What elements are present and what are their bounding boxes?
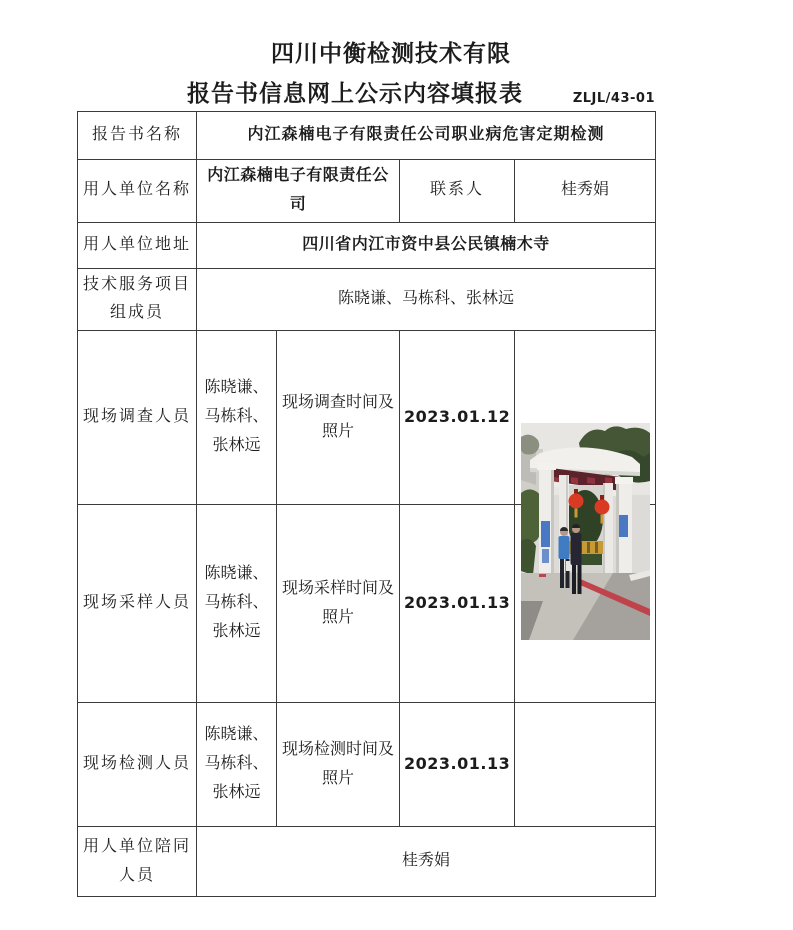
site-testing-date: 2023.01.13: [400, 703, 515, 827]
report-name-label: 报告书名称: [78, 112, 197, 160]
employer-name-label: 用人单位名称: [78, 160, 197, 223]
site-sampling-label: 现场采样人员: [78, 505, 197, 703]
row-employer-name: [78, 160, 656, 223]
accompanying-label: 用人单位陪同人员: [78, 827, 197, 897]
site-survey-label: 现场调查人员: [78, 331, 197, 505]
site-entrance-photo: [521, 423, 650, 640]
employer-name-value: 内江森楠电子有限责任公司: [197, 160, 400, 223]
project-team-label: 技术服务项目组成员: [78, 268, 197, 331]
document-title-line1: 四川中衡检测技术有限: [271, 41, 511, 66]
site-testing-photo-cell: [515, 703, 656, 827]
site-sampling-members: 陈晓谦、马栋科、张林远: [197, 505, 277, 703]
document-code: ZLJL/43-01: [572, 90, 655, 106]
document-header: [77, 40, 655, 108]
site-testing-time-label: 现场检测时间及照片: [277, 703, 400, 827]
site-sampling-time-label: 现场采样时间及照片: [277, 505, 400, 703]
site-sampling-date: 2023.01.13: [400, 505, 515, 703]
row-employer-address: [78, 222, 656, 268]
site-entrance-photo-graphic: [521, 423, 650, 640]
document-title-line2: 报告书信息网上公示内容填报表: [187, 80, 523, 106]
row-site-testing: [78, 703, 656, 827]
site-testing-members: 陈晓谦、马栋科、张林远: [197, 703, 277, 827]
site-survey-date: 2023.01.12: [400, 331, 515, 505]
project-team-value: 陈晓谦、马栋科、张林远: [197, 268, 656, 331]
row-project-team: [78, 268, 656, 331]
document-title-row2: [77, 80, 655, 108]
row-report-name: [78, 112, 656, 160]
employer-address-value: 四川省内江市资中县公民镇楠木寺: [197, 222, 656, 268]
row-accompanying: [78, 827, 656, 897]
accompanying-value: 桂秀娟: [197, 827, 656, 897]
report-name-value: 内江森楠电子有限责任公司职业病危害定期检测: [197, 112, 656, 160]
contact-label: 联系人: [400, 160, 515, 223]
site-testing-label: 现场检测人员: [78, 703, 197, 827]
employer-address-label: 用人单位地址: [78, 222, 197, 268]
site-survey-members: 陈晓谦、马栋科、张林远: [197, 331, 277, 505]
contact-name-value: 桂秀娟: [515, 160, 656, 223]
site-survey-time-label: 现场调查时间及照片: [277, 331, 400, 505]
